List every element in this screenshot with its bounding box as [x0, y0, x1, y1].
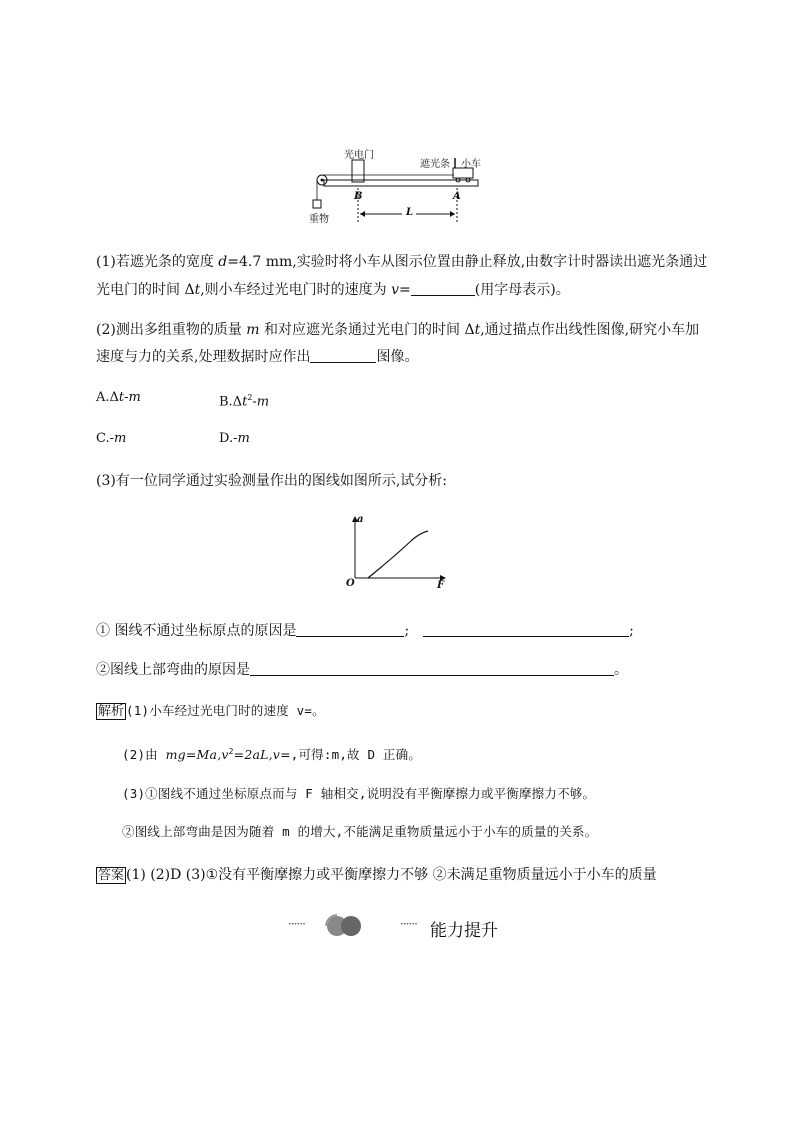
- analysis-p3: (3)①图线不通过坐标原点而与 F 轴相交,说明没有平衡摩擦力或平衡摩擦力不够。: [122, 786, 596, 801]
- q2-line2: 速度与力的关系,处理数据时应作出 图像。: [96, 349, 419, 365]
- apparatus-figure: [306, 144, 486, 224]
- label-L: L: [406, 207, 414, 218]
- option-C[interactable]: C.-m: [96, 431, 127, 446]
- label-A: A: [453, 191, 461, 202]
- option-D[interactable]: D.-m: [219, 431, 250, 446]
- analysis-p2: (2)由 $mg=Ma,v^2=2aL,v=$,可得:m,故 D 正确。: [122, 747, 422, 763]
- a-F-graph: [340, 514, 450, 592]
- option-A[interactable]: A.Δt-m: [96, 390, 141, 405]
- option-B[interactable]: $B.\Delta t^2-m$: [219, 393, 270, 410]
- blank-line-2: ②图线上部弯曲的原因是 。: [96, 662, 628, 678]
- graph-x-label: F: [437, 580, 445, 591]
- q1-line1: (1)若遮光条的宽度 d=4.7 mm,实验时将小车从图示位置由静止释放,由数字计时器读出遮光条通过: [96, 254, 708, 270]
- q2-line1: (2)测出多组重物的质量 m 和对应遮光条通过光电门的时间 Δt,通过描点作出线性图像,研究小车加: [96, 322, 700, 338]
- analysis-p1: 解析 (1)小车经过光电门时的速度 v=。: [98, 703, 325, 719]
- weight-block: [313, 200, 321, 208]
- graph-origin: O: [346, 578, 355, 589]
- label-weight: 重物: [309, 214, 329, 225]
- graph-y-label: a: [357, 514, 364, 525]
- reason1-blank-b[interactable]: [423, 622, 629, 637]
- blank-line-1: ① 图线不通过坐标原点的原因是 ; ;: [96, 623, 634, 639]
- reason1-blank-a[interactable]: [296, 622, 404, 637]
- reason2-blank[interactable]: [250, 661, 614, 676]
- curve: [368, 531, 428, 578]
- label-photogate: 光电门: [344, 150, 374, 161]
- q1-answer-blank[interactable]: [411, 281, 475, 296]
- analysis-tag: 解析: [98, 704, 125, 719]
- label-strip: 遮光条: [420, 159, 450, 170]
- analysis-p4: ②图线上部弯曲是因为随着 m 的增大,不能满足重物质量远小于小车的质量的关系。: [122, 824, 598, 839]
- photogate: [352, 160, 364, 182]
- answer-line: 答案 (1) (2)D (3)①没有平衡摩擦力或平衡摩擦力不够 ②未满足重物质量远小于小车的质量: [98, 867, 657, 883]
- q2-answer-blank[interactable]: [310, 348, 376, 363]
- section-badge-icon: [323, 914, 367, 938]
- track: [324, 180, 478, 186]
- section-title: 能力提升: [430, 921, 498, 941]
- q1-line2: 光电门的时间 Δt,则小车经过光电门时的速度为 v= (用字母表示)。: [96, 282, 570, 298]
- q3-text: (3)有一位同学通过实验测量作出的图线如图所示,试分析:: [96, 473, 447, 489]
- answer-tag: 答案: [98, 868, 125, 883]
- section-header: ······ ······ 能力提升: [288, 914, 518, 942]
- label-cart: 小车: [461, 159, 481, 170]
- label-B: B: [354, 191, 363, 202]
